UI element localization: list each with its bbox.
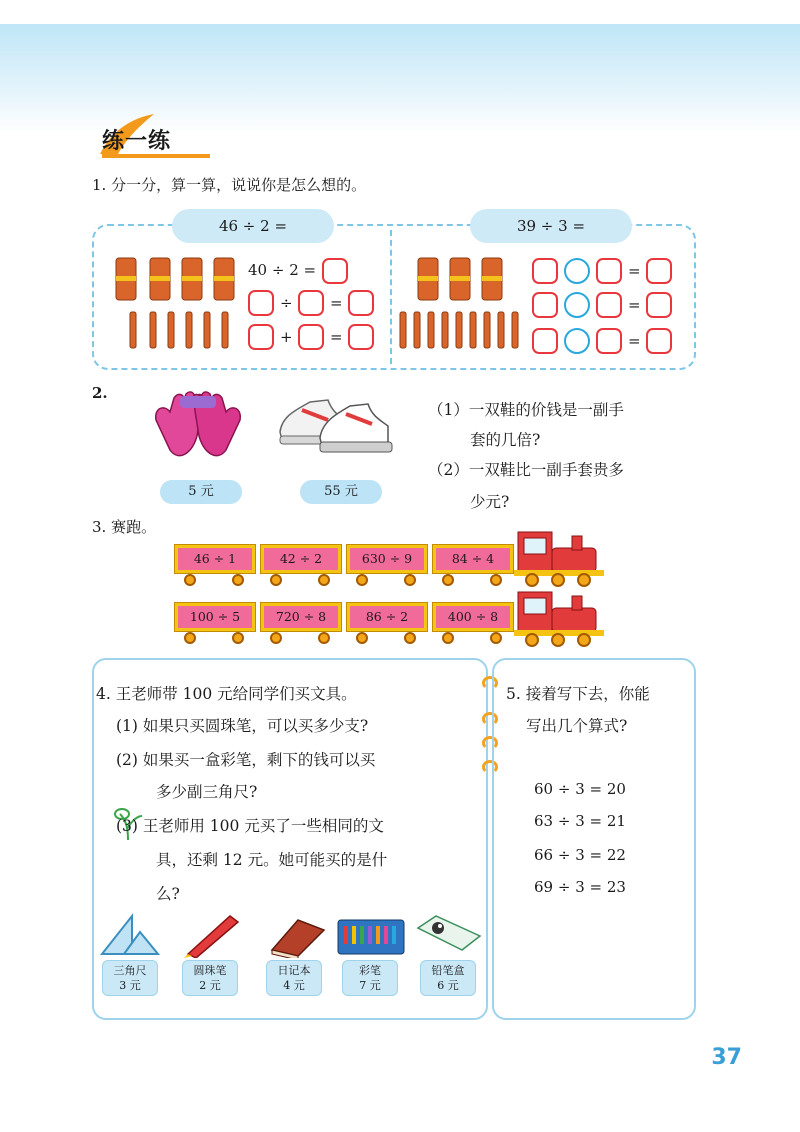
q1-left-expr: 46 ÷ 2 = bbox=[172, 209, 334, 243]
q2-sub2-line2: 少元? bbox=[470, 493, 510, 511]
item-price: 6 元 bbox=[437, 979, 459, 992]
item-price: 4 元 bbox=[283, 979, 305, 992]
wagon-expression: 42 ÷ 2 bbox=[264, 548, 338, 570]
wagon-expression: 720 ÷ 8 bbox=[264, 606, 338, 628]
q1-eq-sign: = bbox=[628, 296, 641, 314]
item-price: 7 元 bbox=[359, 979, 381, 992]
q2-sub1-line1: （1）一双鞋的价钱是一副手 bbox=[428, 401, 624, 419]
train-wagon bbox=[174, 544, 256, 586]
q1-answer-box[interactable] bbox=[596, 292, 622, 318]
triangle-ruler-icon bbox=[98, 912, 162, 958]
train-wagon bbox=[260, 602, 342, 644]
wagon-expression: 86 ÷ 2 bbox=[350, 606, 424, 628]
item-name: 三角尺 bbox=[113, 964, 147, 977]
q1-operator-circle[interactable] bbox=[564, 292, 590, 318]
wagon-expression: 100 ÷ 5 bbox=[178, 606, 252, 628]
q1-answer-box[interactable] bbox=[532, 328, 558, 354]
q5-text-line2: 写出几个算式? bbox=[526, 717, 628, 735]
q5-text-line1: 5. 接着写下去，你能 bbox=[506, 685, 650, 703]
q4-sub2-line1: (2) 如果买一盒彩笔，剩下的钱可以买 bbox=[116, 751, 376, 769]
q1-eq-sign: = bbox=[330, 294, 343, 312]
q1-right-sticks-icon bbox=[396, 254, 526, 354]
q5-equation: 63 ÷ 3 = 21 bbox=[534, 812, 626, 830]
item-price: 3 元 bbox=[119, 979, 141, 992]
q1-right-expr: 39 ÷ 3 = bbox=[470, 209, 632, 243]
color-pens-icon bbox=[334, 912, 410, 958]
q1-answer-box[interactable] bbox=[298, 290, 324, 316]
item-price: 2 元 bbox=[199, 979, 221, 992]
shoes-price-tag: 55 元 bbox=[300, 480, 382, 504]
wagon-expression: 400 ÷ 8 bbox=[436, 606, 510, 628]
item-tag-color-pens bbox=[342, 960, 398, 996]
q1-answer-box[interactable] bbox=[348, 290, 374, 316]
q4-sub3-line3: 么? bbox=[156, 885, 180, 903]
q1-answer-box[interactable] bbox=[248, 324, 274, 350]
q1-answer-box[interactable] bbox=[596, 328, 622, 354]
train-wagon bbox=[432, 544, 514, 586]
train-wagon bbox=[346, 544, 428, 586]
item-name: 圆珠笔 bbox=[193, 964, 227, 977]
q5-panel bbox=[492, 658, 696, 1020]
q1-answer-box[interactable] bbox=[646, 292, 672, 318]
q4-sub3-line2: 具，还剩 12 元。她可能买的是什 bbox=[156, 851, 388, 869]
train-wagon bbox=[174, 602, 256, 644]
gloves-icon bbox=[150, 390, 246, 470]
q4-sub2-line2: 多少副三角尺? bbox=[156, 783, 258, 801]
train-wagon bbox=[432, 602, 514, 644]
wagon-expression: 630 ÷ 9 bbox=[350, 548, 424, 570]
q4-sub1: (1) 如果只买圆珠笔，可以买多少支? bbox=[116, 717, 369, 735]
section-title-badge bbox=[92, 110, 212, 160]
q1-answer-box[interactable] bbox=[532, 292, 558, 318]
q1-eq-sign: = bbox=[628, 262, 641, 280]
q2-sub2-line1: （2）一双鞋比一副手套贵多 bbox=[428, 461, 624, 479]
section-title: 练一练 bbox=[102, 129, 172, 154]
item-tag-ballpoint-pen bbox=[182, 960, 238, 996]
train-wagon bbox=[346, 602, 428, 644]
q4-text: 4. 王老师带 100 元给同学们买文具。 bbox=[96, 685, 357, 703]
train-engine-icon bbox=[514, 528, 606, 588]
q2-sub1-line2: 套的几倍? bbox=[470, 431, 541, 449]
train-wagon bbox=[260, 544, 342, 586]
q1-answer-box[interactable] bbox=[596, 258, 622, 284]
ballpoint-pen-icon bbox=[182, 910, 242, 958]
item-name: 铅笔盒 bbox=[431, 964, 465, 977]
q1-left-partial: 40 ÷ 2 = bbox=[248, 261, 317, 279]
q1-operator-circle[interactable] bbox=[564, 328, 590, 354]
q1-answer-box[interactable] bbox=[322, 258, 348, 284]
q1-answer-box[interactable] bbox=[248, 290, 274, 316]
item-tag-triangle-ruler bbox=[102, 960, 158, 996]
page-number: 37 bbox=[711, 1045, 742, 1070]
q4-sub3-line1: (3) 王老师用 100 元买了一些相同的文 bbox=[116, 817, 384, 835]
q5-equation: 66 ÷ 3 = 22 bbox=[534, 846, 626, 864]
q1-eq-sign: = bbox=[330, 328, 343, 346]
gloves-price-tag: 5 元 bbox=[160, 480, 242, 504]
q1-operator-circle[interactable] bbox=[564, 258, 590, 284]
item-tag-diary bbox=[266, 960, 322, 996]
q1-answer-box[interactable] bbox=[646, 258, 672, 284]
q1-plus-sign: + bbox=[280, 328, 293, 346]
q1-text: 1. 分一分，算一算，说说你是怎么想的。 bbox=[92, 176, 367, 194]
q1-answer-box[interactable] bbox=[348, 324, 374, 350]
q1-answer-box[interactable] bbox=[532, 258, 558, 284]
pencil-case-icon bbox=[414, 910, 484, 958]
train-engine-icon bbox=[514, 588, 606, 648]
item-tag-pencil-case bbox=[420, 960, 476, 996]
item-name: 彩笔 bbox=[359, 964, 381, 977]
q5-equation: 69 ÷ 3 = 23 bbox=[534, 878, 626, 896]
q3-text: 3. 赛跑。 bbox=[92, 518, 157, 536]
q1-divider bbox=[390, 230, 392, 364]
q5-equation: 60 ÷ 3 = 20 bbox=[534, 780, 626, 798]
q1-eq-sign: = bbox=[628, 332, 641, 350]
diary-icon bbox=[264, 912, 328, 958]
wagon-expression: 84 ÷ 4 bbox=[436, 548, 510, 570]
q1-div-sign: ÷ bbox=[280, 294, 293, 312]
q2-number: 2. bbox=[92, 384, 108, 402]
q1-answer-box[interactable] bbox=[298, 324, 324, 350]
wagon-expression: 46 ÷ 1 bbox=[178, 548, 252, 570]
q1-left-sticks-icon bbox=[110, 254, 240, 354]
sneakers-icon bbox=[276, 392, 404, 458]
q1-answer-box[interactable] bbox=[646, 328, 672, 354]
item-name: 日记本 bbox=[277, 964, 311, 977]
